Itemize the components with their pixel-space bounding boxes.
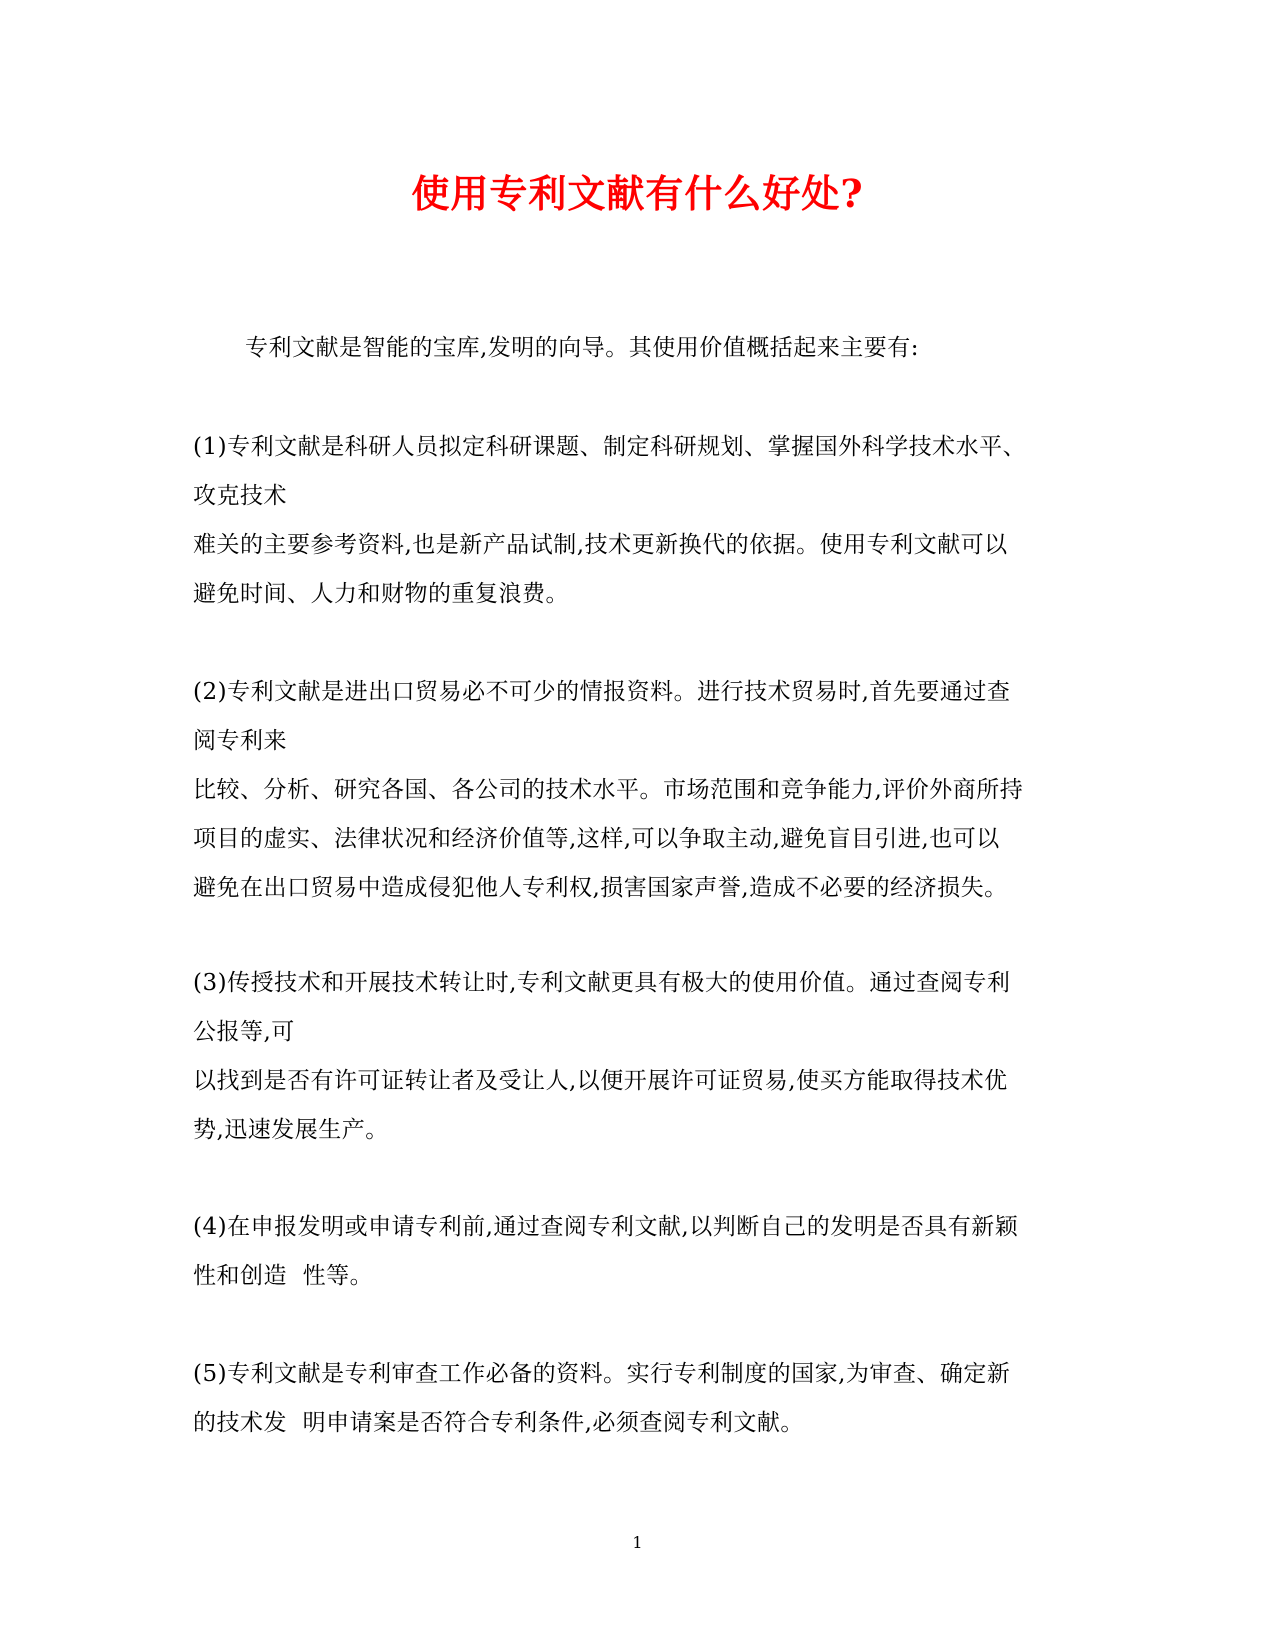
paragraph-line: 势,迅速发展生产。 — [193, 1117, 389, 1143]
paragraph-line: 阅专利来 — [193, 728, 287, 754]
document-title: 使用专利文献有什么好处? — [411, 171, 864, 216]
paragraph-2 — [193, 668, 1093, 913]
intro-paragraph — [193, 324, 1093, 373]
paragraph-line: 的技术发 明申请案是否符合专利条件,必须查阅专利文献。 — [193, 1410, 804, 1436]
paragraph-5 — [193, 1350, 1093, 1448]
paragraph-4 — [193, 1203, 1093, 1301]
paragraph-line: (5)专利文献是专利审查工作必备的资料。实行专利制度的国家,为审查、确定新 — [193, 1361, 1011, 1387]
intro-line: 专利文献是智能的宝库,发明的向导。其使用价值概括起来主要有: — [245, 335, 920, 361]
paragraph-line: 攻克技术 — [193, 483, 287, 509]
paragraph-line: 项目的虚实、法律状况和经济价值等,这样,可以争取主动,避免盲目引进,也可以 — [193, 826, 1000, 852]
paragraph-line: 公报等,可 — [193, 1019, 295, 1045]
paragraph-3 — [193, 959, 1093, 1155]
page-number: 1 — [632, 1533, 643, 1552]
paragraph-line: (1)专利文献是科研人员拟定科研课题、制定科研规划、掌握国外科学技术水平、 — [193, 434, 1027, 460]
paragraph-line: 避免时间、人力和财物的重复浪费。 — [193, 581, 569, 607]
paragraph-line: 难关的主要参考资料,也是新产品试制,技术更新换代的依据。使用专利文献可以 — [193, 532, 1008, 558]
paragraph-line: 以找到是否有许可证转让者及受让人,以便开展许可证贸易,使买方能取得技术优 — [193, 1068, 1008, 1094]
paragraph-line: 性和创造 性等。 — [193, 1263, 374, 1289]
paragraph-1 — [193, 423, 1093, 619]
paragraph-line: (3)传授技术和开展技术转让时,专利文献更具有极大的使用价值。通过查阅专利 — [193, 970, 1011, 996]
paragraph-line: 比较、分析、研究各国、各公司的技术水平。市场范围和竞争能力,评价外商所持 — [193, 777, 1024, 803]
paragraph-line: (4)在申报发明或申请专利前,通过查阅专利文献,以判断自己的发明是否具有新颖 — [193, 1214, 1019, 1240]
paragraph-line: 避免在出口贸易中造成侵犯他人专利权,损害国家声誉,造成不必要的经济损失。 — [193, 875, 1008, 901]
paragraph-line: (2)专利文献是进出口贸易必不可少的情报资料。进行技术贸易时,首先要通过查 — [193, 679, 1011, 705]
